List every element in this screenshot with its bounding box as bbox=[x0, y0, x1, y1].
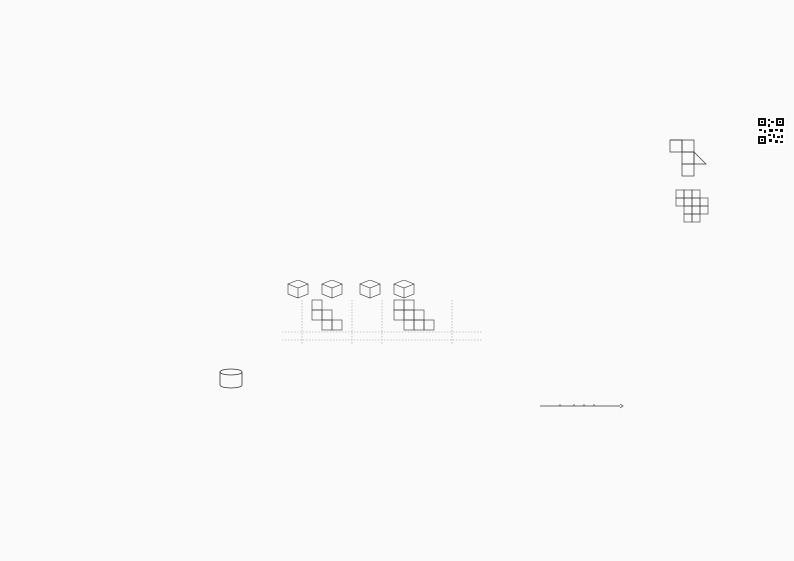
grid-choice-figure bbox=[674, 188, 718, 228]
cylinder-figure bbox=[218, 368, 244, 390]
qr-code-icon bbox=[757, 117, 785, 145]
number-line-figure bbox=[536, 396, 626, 418]
exam-page-1 bbox=[4, 132, 266, 487]
cube-views-figure bbox=[282, 280, 487, 350]
triangle-figure bbox=[628, 356, 684, 420]
dot-pattern-figure bbox=[516, 236, 696, 258]
net-figure bbox=[660, 138, 716, 182]
